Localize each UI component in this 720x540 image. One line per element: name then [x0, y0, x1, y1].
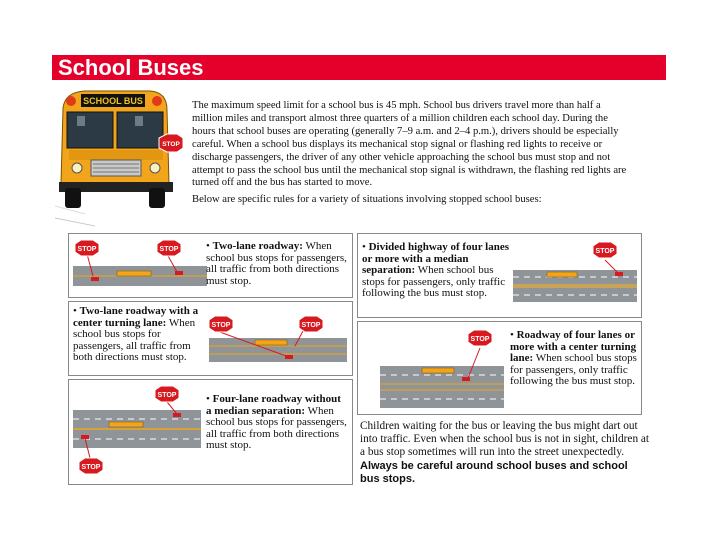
situation-title: Roadway of four lanes or more with a center turning lane:	[510, 329, 637, 364]
stop-sign-label: STOP	[470, 336, 490, 343]
situation-caption: • Two-lane roadway with a center turning lane: When school bus stops for passengers, all traffic from both directions must stop.	[73, 305, 199, 363]
situation-four-lane-no-median	[68, 379, 353, 485]
situation-caption: • Two-lane roadway: When school bus stops for passengers, all traffic from both directions must stop.	[206, 240, 347, 287]
situation-title: Divided highway of four lanes or more with a median separation:	[362, 241, 509, 276]
section-banner	[52, 55, 666, 80]
situation-caption: • Roadway of four lanes or more with a center turning lane: When school bus stops for passengers, only traffic following the bus must stop.	[510, 329, 637, 387]
situation-title: Two-lane roadway:	[212, 240, 303, 252]
situation-four-lane-center-turn	[357, 321, 642, 415]
divided-highway-diagram	[511, 234, 641, 317]
stop-sign-label: STOP	[81, 464, 101, 471]
situation-caption: • Four-lane roadway without a median separation: When school bus stops for passengers, all traffic from both directions must stop.	[206, 393, 347, 451]
section-title: School Buses	[58, 55, 204, 80]
situation-text: When school bus stops for passengers, all traffic from both directions must stop.	[73, 316, 196, 363]
situation-divided-highway	[357, 233, 642, 318]
four-lane-center-turn-diagram	[358, 322, 508, 414]
situation-text: When school bus stops for passengers, only traffic following the bus must stop.	[362, 264, 506, 299]
intro-paragraph-rules: Below are specific rules for a variety of situations involving stopped school buses:	[192, 194, 542, 206]
stop-sign-label: STOP	[301, 322, 321, 329]
closing-emphasis: Always be careful around school buses and school bus stops.	[360, 459, 628, 485]
situation-two-lane-center-turn	[68, 301, 353, 376]
two-lane-center-turn-diagram	[205, 302, 351, 375]
closing-text	[360, 420, 650, 486]
situation-text: When school bus stops for passengers, all traffic from both directions must stop.	[206, 404, 347, 451]
bus-sign-text: SCHOOL BUS	[83, 96, 143, 106]
situation-two-lane	[68, 233, 353, 298]
stop-sign-label: STOP	[157, 392, 177, 399]
intro-paragraph: The maximum speed limit for a school bus is 45 mph. School bus drivers travel more than half a million miles and transport almost three quarters of a million children each school day. During the hours that school buses are operating (generally 7–9 a.m. and 2–4 p.m.), drivers should be especially careful. When a school bus displays its mechanical stop signal or flashing red lights to receive or discharge passengers, the driver of any other vehicle approaching the school bus must stop and not attempt to pass the school bus until the mechanical stop signal is withdrawn, the flashing red lights are turned off and the bus has started to move.	[192, 100, 627, 189]
two-lane-diagram	[69, 234, 209, 297]
situation-caption: • Divided highway of four lanes or more with a median separation: When school bus stops for passengers, only traffic following the bus must stop.	[362, 241, 509, 299]
situation-title: Two-lane roadway with a center turning lane:	[73, 305, 199, 329]
situation-text: When school bus stops for passengers, only traffic following the bus must stop.	[510, 352, 637, 387]
school-bus-illustration	[55, 88, 185, 228]
four-lane-no-median-diagram	[69, 380, 205, 484]
closing-paragraph: Children waiting for the bus or leaving the bus might dart out into traffic. Even when the school bus is not in sight, children at a bus stop sometimes will run into the street unexpectedly.	[360, 420, 650, 459]
situation-text: When school bus stops for passengers, all traffic from both directions must stop.	[206, 240, 347, 287]
stop-sign-label: STOP	[77, 246, 97, 253]
intro-text	[192, 100, 632, 211]
situation-title: Four-lane roadway without a median separation:	[206, 393, 341, 417]
stop-sign-label: STOP	[211, 322, 231, 329]
stop-sign-label: STOP	[159, 246, 179, 253]
stop-sign-label: STOP	[595, 248, 615, 255]
bus-stop-arm-text: STOP	[162, 141, 180, 148]
